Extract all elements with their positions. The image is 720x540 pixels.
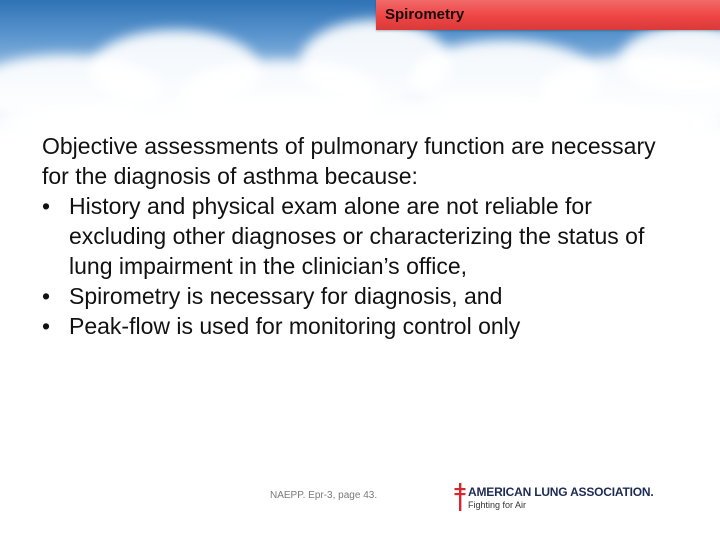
bullet-item (42, 311, 682, 341)
slide-title: Spirometry (385, 6, 465, 23)
bullet-item (42, 191, 682, 281)
bullet-marker: • (42, 313, 51, 339)
logo-name: AMERICAN LUNG ASSOCIATION. (468, 485, 654, 499)
american-lung-association-logo (454, 483, 694, 513)
bullet-marker: • (42, 283, 51, 309)
bullet-list (42, 191, 682, 341)
bullet-text: Spirometry is necessary for diagnosis, and (69, 283, 503, 309)
logo-tagline: Fighting for Air (468, 500, 527, 510)
bullet-marker: • (42, 193, 51, 219)
intro-text: Objective assessments of pulmonary function are necessary for the diagnosis of asthma because: (42, 133, 656, 189)
bullet-text: Peak-flow is used for monitoring control only (69, 313, 521, 339)
bullet-item (42, 281, 682, 311)
bullet-text: History and physical exam alone are not reliable for excluding other diagnoses or characterizing the status of lung impairment in the clinician’s office, (69, 193, 645, 279)
double-cross-icon (454, 483, 466, 511)
citation-text: NAEPP. Epr-3, page 43. (270, 490, 378, 501)
slide-body (42, 131, 682, 341)
title-bar (376, 0, 720, 30)
